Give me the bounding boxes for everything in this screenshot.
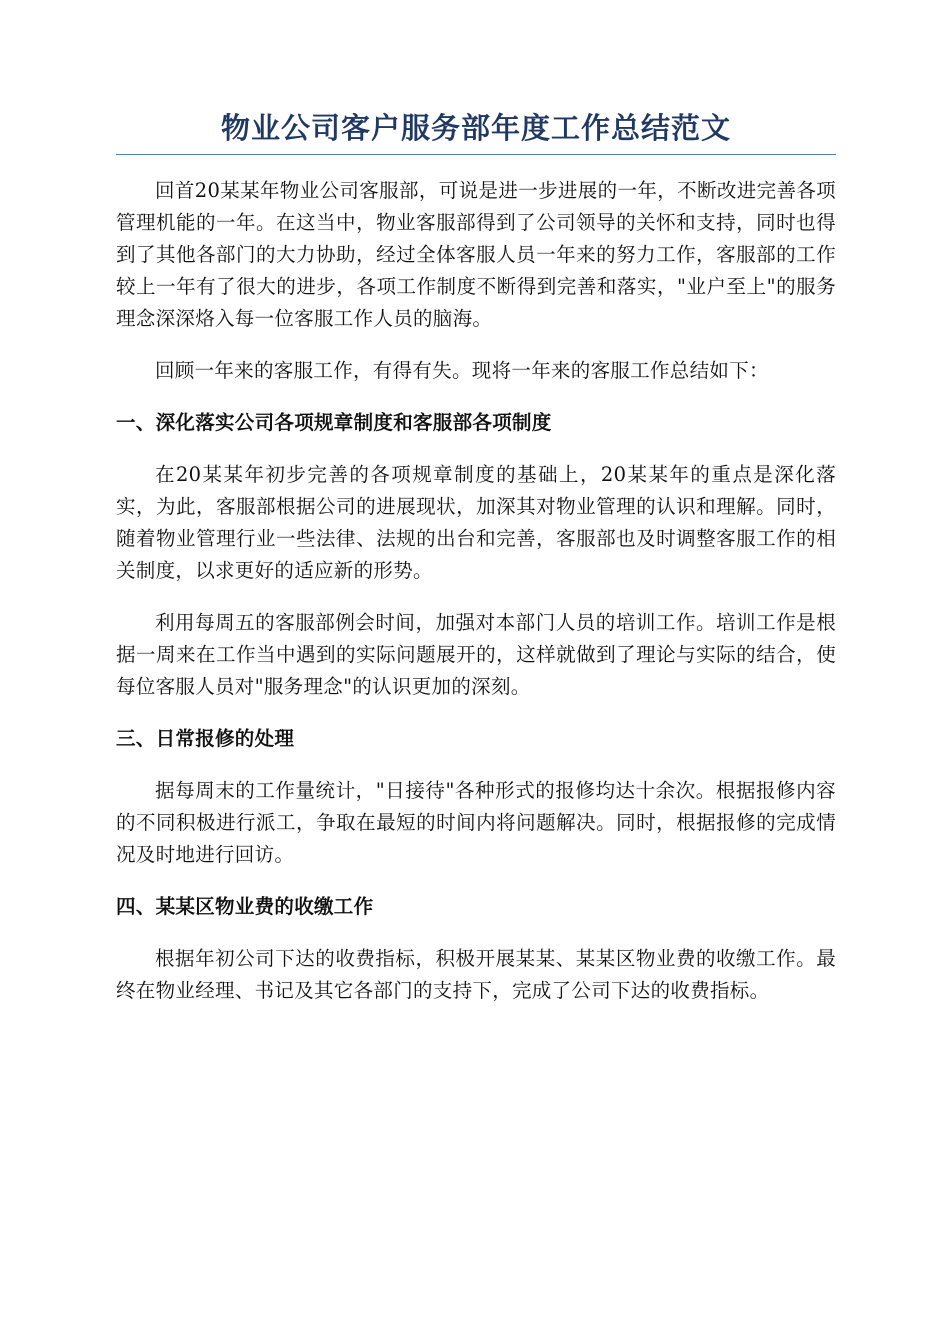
paragraph-repairs: 据每周末的工作量统计，"日接待"各种形式的报修均达十余次。根据报修内容的不同积极进行派工，争取在最短的时间内将问题解决。同时，根据报修的完成情况及时地进行回访。 [116,779,836,866]
document-page [116,108,836,1027]
section-heading-3: 三、日常报修的处理 [116,727,295,750]
document-body [116,175,836,1007]
paragraph-review: 回顾一年来的客服工作，有得有失。现将一年来的客服工作总结如下： [155,359,769,382]
title-underline [116,154,836,155]
section-heading-1: 一、深化落实公司各项规章制度和客服部各项制度 [116,411,552,434]
document-title: 物业公司客户服务部年度工作总结范文 [220,111,731,145]
paragraph-regulations: 在20某某年初步完善的各项规章制度的基础上，20某某年的重点是深化落实，为此，客服部根据公司的进展现状，加深其对物业管理的认识和理解。同时，随着物业管理行业一些法律、法规的出台和完善，客服部也及时调整客服工作的相关制度，以求更好的适应新的形势。 [116,463,836,582]
paragraph-intro: 回首20某某年物业公司客服部，可说是进一步进展的一年，不断改进完善各项管理机能的一年。在这当中，物业客服部得到了公司领导的关怀和支持，同时也得到了其他各部门的大力协助，经过全体客服人员一年来的努力工作，客服部的工作较上一年有了很大的进步，各项工作制度不断得到完善和落实，"业户至上"的服务理念深深烙入每一位客服工作人员的脑海。 [116,179,836,330]
section-heading-4: 四、某某区物业费的收缴工作 [116,895,374,918]
paragraph-fees: 根据年初公司下达的收费指标，积极开展某某、某某区物业费的收缴工作。最终在物业经理、书记及其它各部门的支持下，完成了公司下达的收费指标。 [116,947,836,1002]
paragraph-training: 利用每周五的客服部例会时间，加强对本部门人员的培训工作。培训工作是根据一周来在工作当中遇到的实际问题展开的，这样就做到了理论与实际的结合，使每位客服人员对"服务理念"的认识更加的深刻。 [116,611,836,698]
